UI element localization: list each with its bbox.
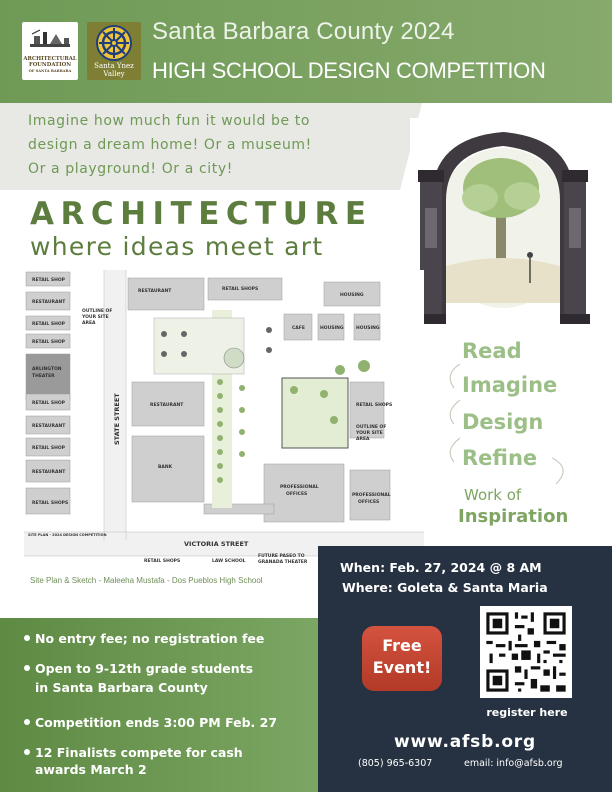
tagline-line3: Or a playground! Or a city! xyxy=(28,161,233,177)
rotary-logo xyxy=(87,22,141,80)
free-event-badge xyxy=(362,626,442,691)
site-plan-caption: Site Plan & Sketch - Maleeha Mustafa - Dos Pueblos High School xyxy=(30,576,263,585)
hero-title: ARCHITECTURE xyxy=(30,196,373,232)
plan-label-restaurant-1: RESTAURANT xyxy=(32,300,66,305)
plan-label-bank: BANK xyxy=(158,465,173,470)
rotary-wheel-icon xyxy=(95,24,133,62)
process-imagine: Imagine xyxy=(462,373,558,397)
afsb-logo-line2: FOUNDATION xyxy=(28,62,72,68)
bullet-dot-icon xyxy=(24,665,30,671)
plan-label-retail-shop-5: RETAIL SHOP xyxy=(32,446,65,451)
bullet-eligibility-line1: Open to 9-12th grade students xyxy=(35,661,254,676)
free-event-line2: Event! xyxy=(372,658,432,677)
plan-label-retail-shop-2: RETAIL SHOP xyxy=(32,322,65,327)
bullet-dot-icon xyxy=(24,635,30,641)
bullet-entry-fee xyxy=(24,629,264,648)
plan-label-outline-2a: OUTLINE OF xyxy=(82,309,113,314)
bullet-dot-icon xyxy=(24,749,30,755)
plan-label-prof-offices-3: PROFESSIONAL xyxy=(352,493,391,498)
afsb-logo-line3: OF SANTA BARBARA xyxy=(28,69,72,73)
afsb-logo-line1: ARCHITECTURAL xyxy=(23,56,77,62)
plan-label-restaurant-4: RESTAURANT xyxy=(138,289,172,294)
plan-label-retail-shops-3: RETAIL SHOPS xyxy=(356,403,393,408)
plan-label-outline-2c: AREA xyxy=(82,321,96,326)
tagline-line2: design a dream home! Or a museum! xyxy=(28,137,312,153)
header-title-line1: Santa Barbara County 2024 xyxy=(152,18,455,45)
hero-subtitle: where ideas meet art xyxy=(30,232,324,261)
plan-label-outline-1c: AREA xyxy=(356,437,370,442)
register-here-label: register here xyxy=(486,706,568,719)
event-where: Where: Goleta & Santa Maria xyxy=(342,580,548,595)
plan-label-state-street: STATE STREET xyxy=(113,393,121,445)
free-event-line1: Free xyxy=(382,636,422,655)
arch-sketch-image xyxy=(410,118,596,328)
email-address[interactable]: email: info@afsb.org xyxy=(464,758,563,769)
website-link[interactable]: www.afsb.org xyxy=(394,732,536,752)
process-work-of: Work of xyxy=(464,486,522,504)
plan-label-arlington-2: THEATER xyxy=(32,374,55,379)
bullet-deadline xyxy=(24,713,277,732)
plan-label-prof-offices-1: PROFESSIONAL xyxy=(280,485,319,490)
bullet-finalists xyxy=(24,743,243,779)
plan-label-paseo-1: FUTURE PASEO TO xyxy=(258,554,305,559)
plan-label-retail-shop-3: RETAIL SHOP xyxy=(32,340,65,345)
plan-label-prof-offices-2: OFFICES xyxy=(286,492,308,497)
header-title-line2: HIGH SCHOOL DESIGN COMPETITION xyxy=(152,58,546,83)
bullet-dot-icon xyxy=(24,719,30,725)
bullet-entry-fee-text: No entry fee; no registration fee xyxy=(35,631,265,646)
afsb-logo xyxy=(22,22,78,80)
plan-label-arlington-1: ARLINGTON xyxy=(32,367,62,372)
plan-label-housing-2: HOUSING xyxy=(320,326,344,331)
plan-label-outline-1a: OUTLINE OF xyxy=(356,425,387,430)
plan-title: SITE PLAN - 2024 DESIGN COMPETITION xyxy=(28,533,107,537)
plan-label-retail-shop-1: RETAIL SHOP xyxy=(32,278,65,283)
bullet-finalists-line1: 12 Finalists compete for cash xyxy=(35,745,243,760)
plan-label-law-school: LAW SCHOOL xyxy=(212,559,246,564)
bullet-finalists-line2: awards March 2 xyxy=(35,762,147,777)
event-when: When: Feb. 27, 2024 @ 8 AM xyxy=(340,560,542,575)
plan-label-restaurant-3: RESTAURANT xyxy=(32,470,66,475)
phone-number: (805) 965-6307 xyxy=(358,758,433,769)
plan-label-outline-2b: YOUR SITE xyxy=(82,315,109,320)
plan-label-housing-3: HOUSING xyxy=(356,326,380,331)
plan-label-retail-shops-1: RETAIL SHOPS xyxy=(32,501,69,506)
plan-label-victoria-street: VICTORIA STREET xyxy=(184,540,249,548)
process-design: Design xyxy=(462,410,544,434)
rotary-logo-line1: Santa Ynez xyxy=(94,62,134,70)
site-plan-drawing xyxy=(24,270,424,570)
process-read: Read xyxy=(462,339,522,363)
bullet-eligibility-line2: in Santa Barbara County xyxy=(35,680,208,695)
plan-label-paseo-2: GRANADA THEATER xyxy=(258,560,308,565)
plan-label-housing-1: HOUSING xyxy=(340,293,364,298)
afsb-logo-art-icon xyxy=(28,26,72,54)
plan-label-retail-shops-4: RETAIL SHOPS xyxy=(144,559,181,564)
plan-label-retail-shops-2: RETAIL SHOPS xyxy=(222,287,259,292)
plan-label-restaurant-5: RESTAURANT xyxy=(150,403,184,408)
process-inspiration: Inspiration xyxy=(458,506,569,527)
plan-label-cafe: CAFE xyxy=(292,326,305,331)
plan-label-prof-offices-4: OFFICES xyxy=(358,500,380,505)
plan-label-retail-shop-4: RETAIL SHOP xyxy=(32,401,65,406)
bullet-eligibility xyxy=(24,659,253,697)
rotary-logo-line2: Valley xyxy=(103,70,125,78)
plan-label-outline-1b: YOUR SITE xyxy=(356,431,383,436)
plan-label-restaurant-2: RESTAURANT xyxy=(32,424,66,429)
process-refine: Refine xyxy=(462,446,538,470)
tagline-line1: Imagine how much fun it would be to xyxy=(28,113,311,129)
contact-line xyxy=(358,758,563,769)
bullet-deadline-text: Competition ends 3:00 PM Feb. 27 xyxy=(35,715,278,730)
register-qr-code[interactable] xyxy=(480,606,572,698)
